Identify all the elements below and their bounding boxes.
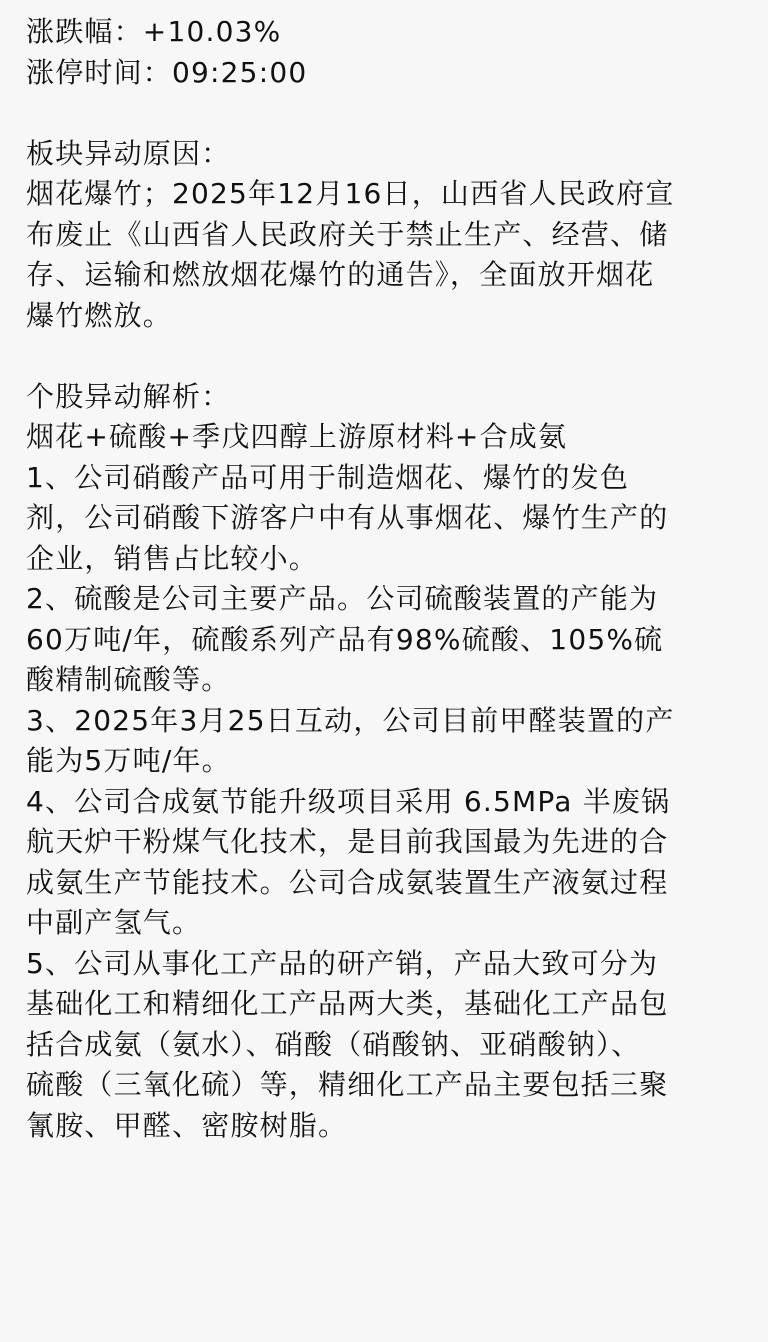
analysis-point-3: 能为5万吨/年。 <box>26 744 231 777</box>
sector-reason-text: 烟花爆竹；2025年12月16日，山西省人民政府宣 <box>26 177 675 210</box>
analysis-point-4: 航天炉干粉煤气化技术，是目前我国最为先进的合 <box>26 825 669 858</box>
sector-reason-text: 存、运输和燃放烟花爆竹的通告》，全面放开烟花 <box>26 258 655 291</box>
spacer <box>26 93 748 134</box>
sector-reason-text: 布废止《山西省人民政府关于禁止生产、经营、储 <box>26 217 669 251</box>
analysis-point-5: 基础化工和精细化工产品两大类，基础化工产品包 <box>26 987 669 1020</box>
price-change-line: 涨跌幅：+10.03% <box>26 15 282 48</box>
analysis-point-4: 成氨生产节能技术。公司合成氨装置生产液氨过程 <box>26 865 669 899</box>
analysis-point-1: 企业，销售占比较小。 <box>26 541 319 575</box>
analysis-point-4: 中副产氢气。 <box>26 906 202 939</box>
analysis-point-1: 剂，公司硝酸下游客户中有从事烟花、爆竹生产的 <box>26 501 669 534</box>
sector-reason-heading: 板块异动原因： <box>26 136 231 170</box>
stock-analysis-heading: 个股异动解析： <box>26 379 231 413</box>
analysis-point-5: 括合成氨（氨水）、硝酸（硝酸钠、亚硝酸钠）、 <box>26 1027 641 1061</box>
limit-up-time-line: 涨停时间：09:25:00 <box>26 55 308 89</box>
analysis-point-2: 酸精制硫酸等。 <box>26 663 231 696</box>
spacer <box>26 336 748 377</box>
analysis-point-2: 2、硫酸是公司主要产品。公司硫酸装置的产能为 <box>26 582 659 615</box>
analysis-point-1: 1、公司硝酸产品可用于制造烟花、爆竹的发色 <box>26 460 630 494</box>
analysis-point-5: 硫酸（三氧化硫）等，精细化工产品主要包括三聚 <box>26 1068 669 1101</box>
analysis-point-4: 4、公司合成氨节能升级项目采用 6.5MPa 半废锅 <box>26 784 671 818</box>
analysis-point-2: 60万吨/年，硫酸系列产品有98%硫酸、105%硫 <box>26 622 664 656</box>
analysis-point-5: 氰胺、甲醛、密胺树脂。 <box>26 1108 348 1142</box>
stock-analysis-subtitle: 烟花+硫酸+季戊四醇上游原材料+合成氨 <box>26 420 568 453</box>
sector-reason-text: 爆竹燃放。 <box>26 298 173 332</box>
analysis-point-3: 3、2025年3月25日互动，公司目前甲醛装置的产 <box>26 703 675 737</box>
analysis-point-5: 5、公司从事化工产品的研产销，产品大致可分为 <box>26 946 659 980</box>
